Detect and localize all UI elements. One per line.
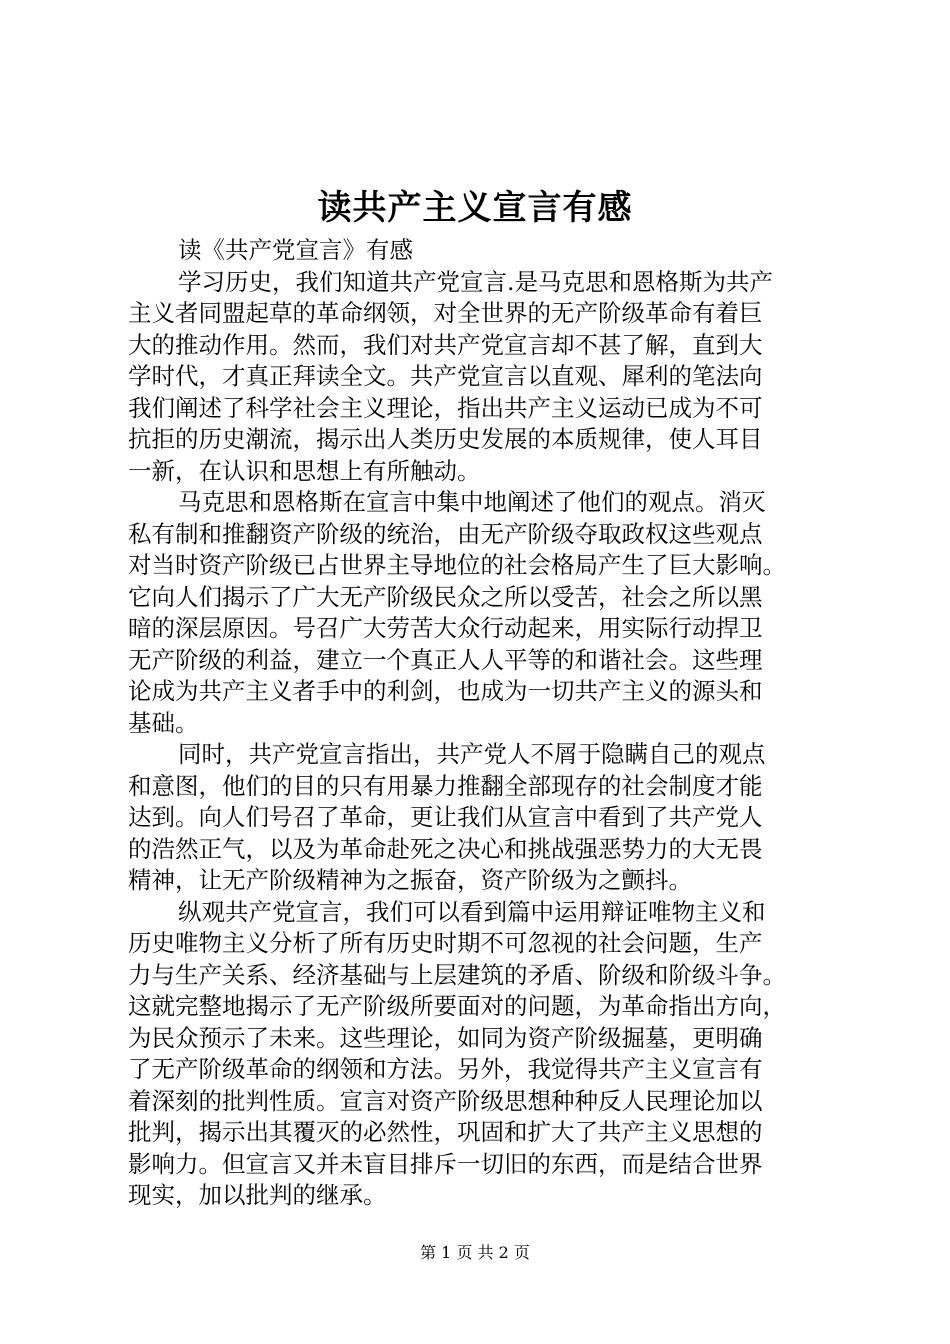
text-line: 影响力。但宣言又并未盲目排斥一切旧的东西，而是结合世界 (128, 1149, 763, 1178)
text-line: 暗的深层原因。号召广大劳苦大众行动起来，用实际行动捍卫 (128, 614, 763, 642)
document-title: 读共产主义宣言有感 (317, 188, 633, 228)
text-line: 无产阶级的利益，建立一个真正人人平等的和谐社会。这些理 (128, 645, 763, 674)
text-line: 一新，在认识和思想上有所触动。 (128, 456, 481, 485)
text-line: 私有制和推翻资产阶级的统治，由无产阶级夺取政权这些观点 (128, 519, 763, 548)
text-line: 历史唯物主义分析了所有历史时期不可忽视的社会问题，生产 (128, 929, 763, 957)
text-line: 批判，揭示出其覆灭的必然性，巩固和扩大了共产主义思想的 (128, 1118, 763, 1146)
text-line: 的浩然正气，以及为革命赴死之决心和挑战强恶势力的大无畏 (128, 834, 763, 863)
text-line: 现实，加以批判的继承。 (128, 1181, 387, 1209)
text-line: 纵观共产党宣言，我们可以看到篇中运用辩证唯物主义和 (178, 897, 766, 926)
text-line: 着深刻的批判性质。宣言对资产阶级思想种种反人民理论加以 (128, 1086, 763, 1115)
text-line: 马克思和恩格斯在宣言中集中地阐述了他们的观点。消灭 (178, 488, 766, 516)
text-line: 对当时资产阶级已占世界主导地位的社会格局产生了巨大影响。 (128, 551, 786, 579)
text-line: 主义者同盟起草的革命纲领，对全世界的无产阶级革命有着巨 (128, 299, 763, 327)
text-line: 我们阐述了科学社会主义理论，指出共产主义运动已成为不可 (128, 393, 763, 422)
text-line: 大的推动作用。然而，我们对共产党宣言却不甚了解，直到大 (128, 330, 763, 359)
text-line: 基础。 (128, 708, 199, 737)
text-line: 论成为共产主义者手中的利剑，也成为一切共产主义的源头和 (128, 677, 763, 705)
document-body (128, 235, 834, 1212)
text-line: 力与生产关系、经济基础与上层建筑的矛盾、阶级和阶级斗争。 (128, 960, 786, 989)
text-line: 这就完整地揭示了无产阶级所要面对的问题，为革命指出方向， (128, 992, 786, 1020)
text-line: 学时代，才真正拜读全文。共产党宣言以直观、犀利的笔法向 (128, 362, 763, 390)
text-line: 和意图，他们的目的只有用暴力推翻全部现存的社会制度才能 (128, 771, 763, 800)
text-line: 达到。向人们号召了革命，更让我们从宣言中看到了共产党人 (128, 803, 763, 831)
text-line: 了无产阶级革命的纲领和方法。另外，我觉得共产主义宣言有 (128, 1055, 763, 1083)
text-line: 学习历史，我们知道共产党宣言.是马克思和恩格斯为共产 (178, 267, 773, 296)
text-line: 抗拒的历史潮流，揭示出人类历史发展的本质规律，使人耳目 (128, 425, 763, 453)
text-line: 精神，让无产阶级精神为之振奋，资产阶级为之颤抖。 (128, 866, 692, 894)
text-line: 它向人们揭示了广大无产阶级民众之所以受苦，社会之所以黑 (128, 582, 763, 611)
page-footer: 第 1 页 共 2 页 (420, 1243, 530, 1262)
text-line: 读《共产党宣言》有感 (178, 236, 413, 264)
text-line: 为民众预示了未来。这些理论，如同为资产阶级掘墓，更明确 (128, 1023, 763, 1052)
text-line: 同时，共产党宣言指出，共产党人不屑于隐瞒自己的观点 (178, 740, 766, 768)
